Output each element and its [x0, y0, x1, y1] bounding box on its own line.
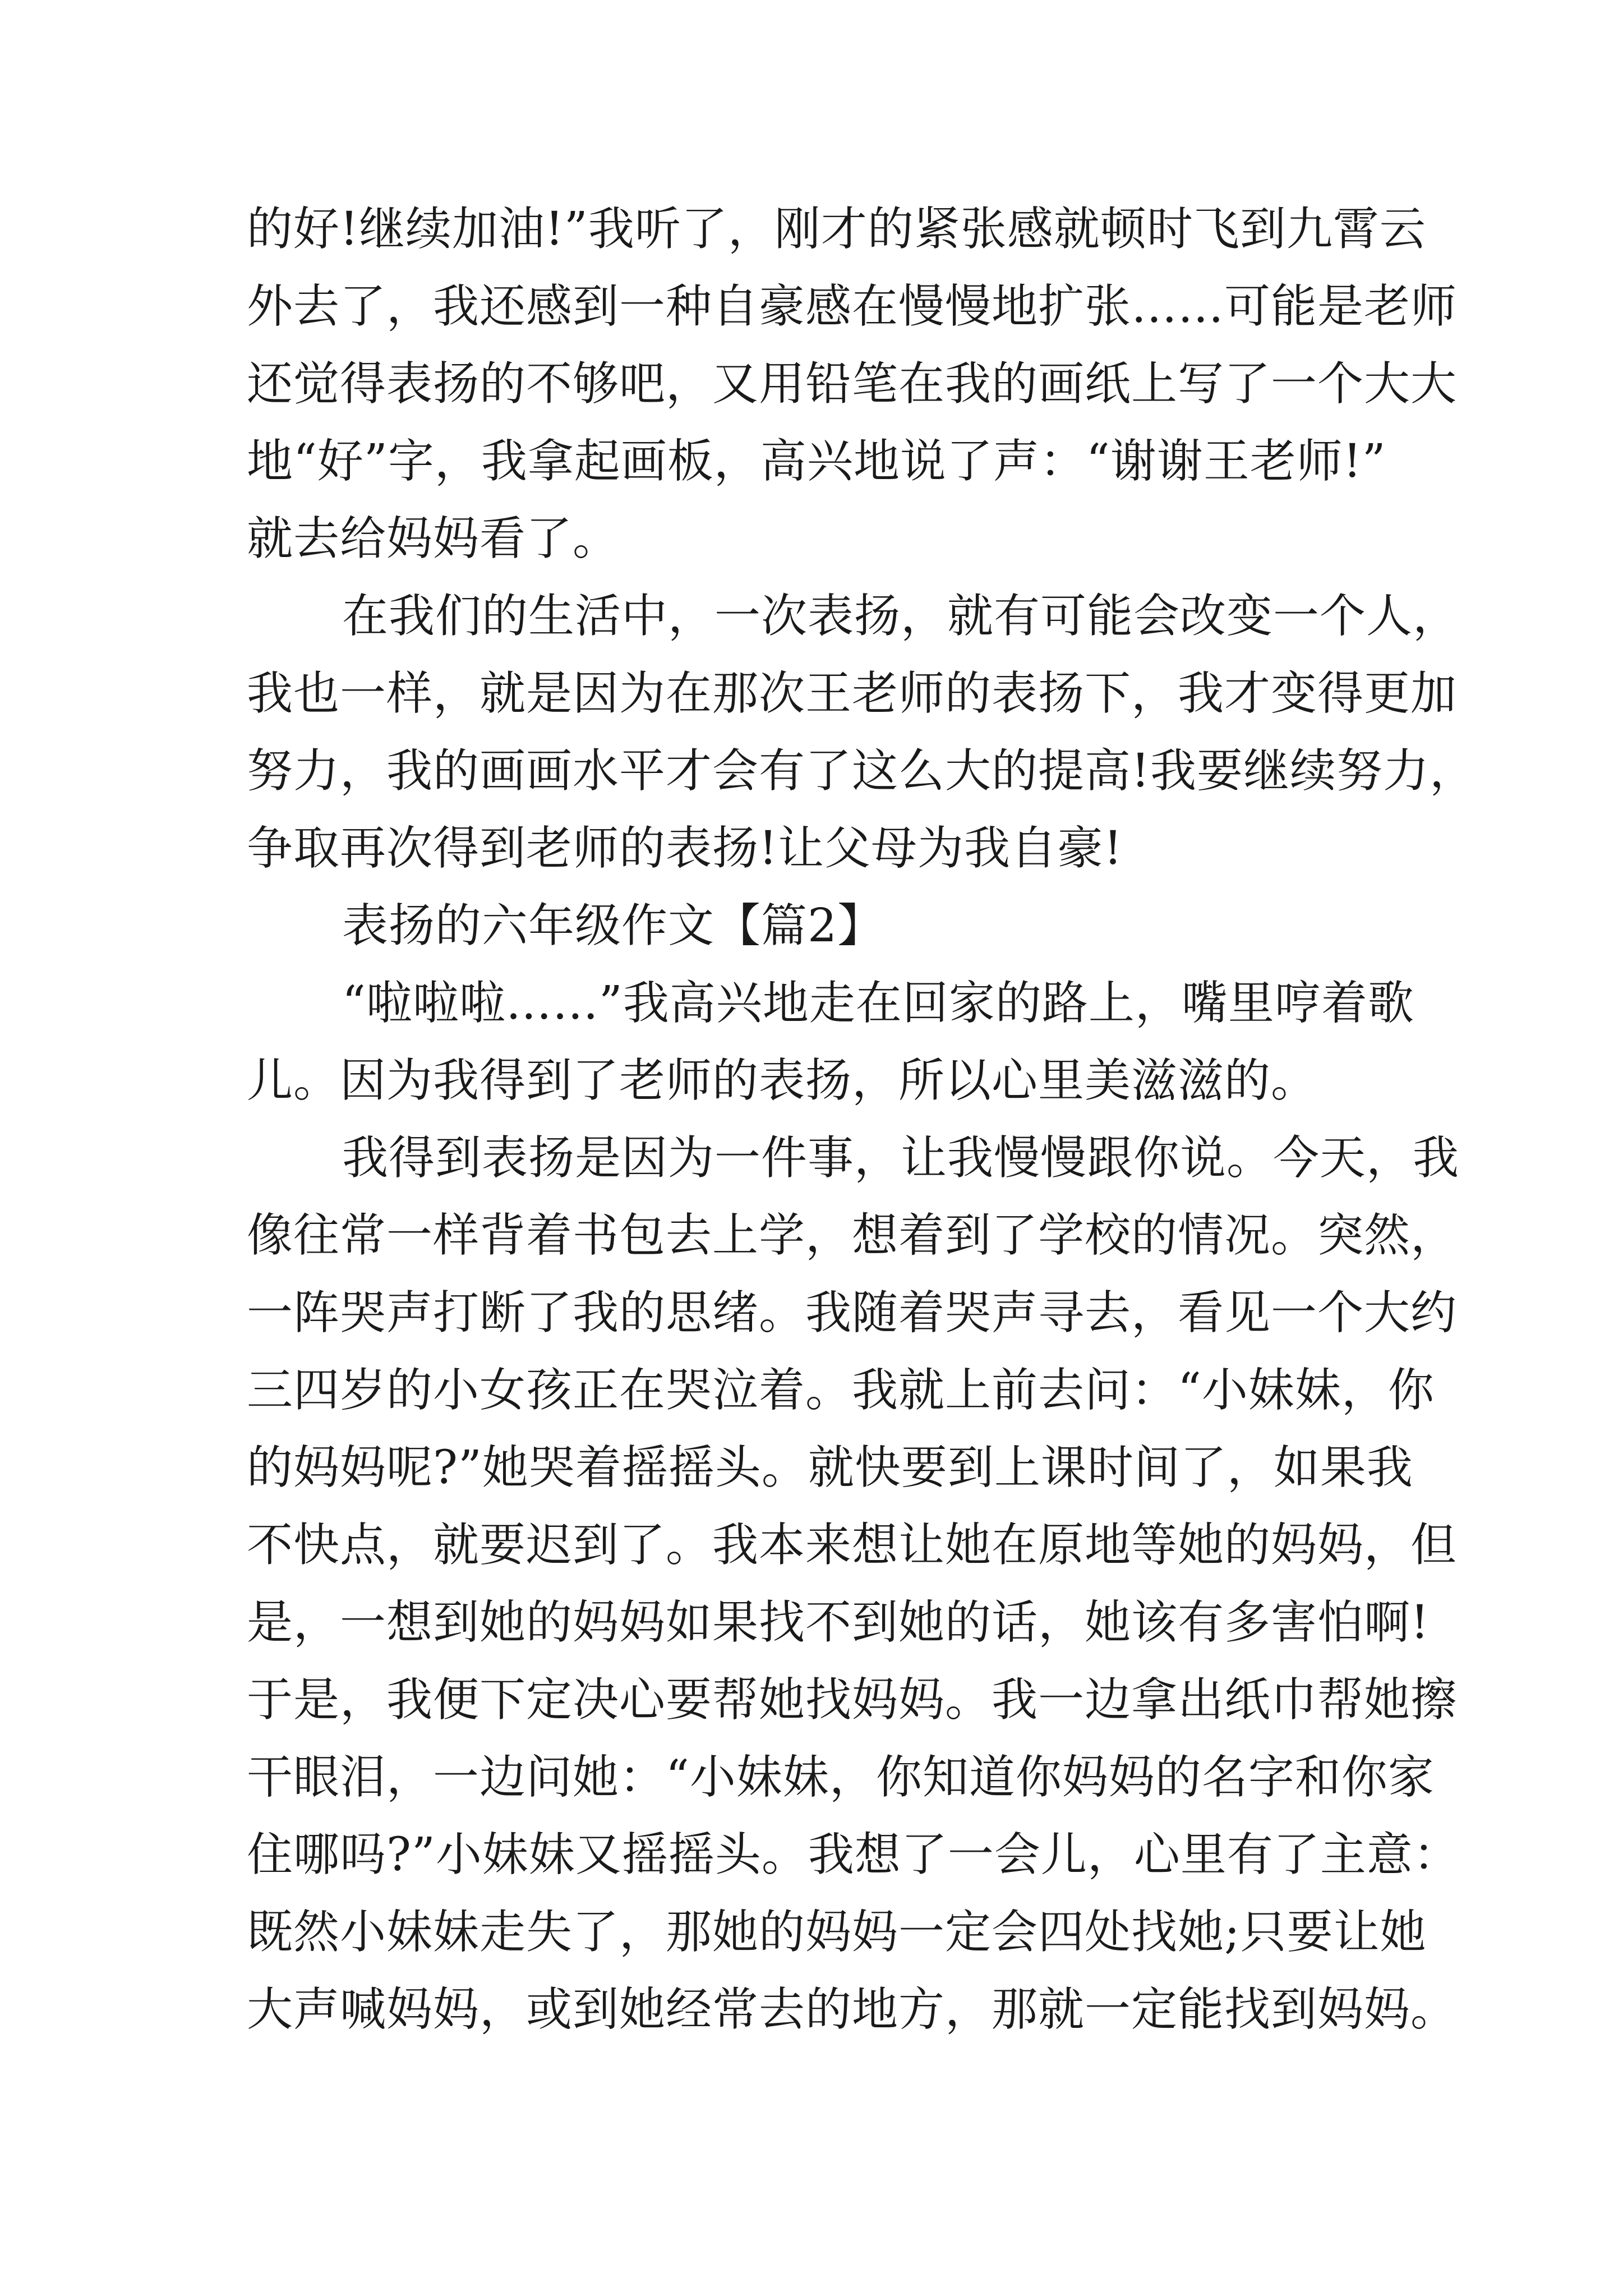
text-line: 还觉得表扬的不够吧，又用铅笔在我的画纸上写了一个大大 — [247, 357, 1458, 411]
text-line: 儿。因为我得到了老师的表扬，所以心里美滋滋的。 — [247, 1054, 1318, 1107]
text-line: 像往常一样背着书包去上学，想着到了学校的情况。突然， — [247, 1209, 1458, 1262]
text-line: 的妈妈呢?”她哭着摇摇头。就快要到上课时间了，如果我 — [247, 1441, 1413, 1494]
text-line: 干眼泪，一边问她：“小妹妹，你知道你妈妈的名字和你家 — [247, 1751, 1435, 1804]
text-line: 在我们的生活中，一次表扬，就有可能会改变一个人， — [342, 590, 1460, 643]
text-line: 大声喊妈妈，或到她经常去的地方，那就一定能找到妈妈。 — [247, 1983, 1458, 2036]
text-line: 就去给妈妈看了。 — [247, 512, 620, 565]
text-line: 我得到表扬是因为一件事，让我慢慢跟你说。今天，我 — [342, 1131, 1460, 1185]
text-line: 是，一想到她的妈妈如果找不到她的话，她该有多害怕啊! — [247, 1596, 1430, 1649]
text-line: 争取再次得到老师的表扬!让父母为我自豪! — [247, 822, 1123, 875]
section-heading: 表扬的六年级作文【篇2】 — [342, 899, 884, 953]
text-line: 努力，我的画画水平才会有了这么大的提高!我要继续努力， — [247, 744, 1476, 798]
text-line: 外去了，我还感到一种自豪感在慢慢地扩张……可能是老师 — [247, 280, 1458, 333]
text-line: “啦啦啦……”我高兴地走在回家的路上，嘴里哼着歌 — [342, 977, 1414, 1030]
text-line: 于是，我便下定决心要帮她找妈妈。我一边拿出纸巾帮她擦 — [247, 1673, 1458, 1727]
text-line: 不快点，就要迟到了。我本来想让她在原地等她的妈妈，但 — [247, 1519, 1458, 1572]
text-line: 地“好”字，我拿起画板，高兴地说了声：“谢谢王老师!” — [247, 435, 1386, 488]
text-line: 三四岁的小女孩正在哭泣着。我就上前去问：“小妹妹，你 — [247, 1364, 1435, 1417]
text-line: 住哪吗?”小妹妹又摇摇头。我想了一会儿，心里有了主意： — [247, 1828, 1460, 1881]
text-line: 既然小妹妹走失了，那她的妈妈一定会四处找她;只要让她 — [247, 1906, 1427, 1959]
document-page — [247, 191, 1476, 2049]
text-line: 一阵哭声打断了我的思绪。我随着哭声寻去，看见一个大约 — [247, 1286, 1458, 1340]
text-line: 我也一样，就是因为在那次王老师的表扬下，我才变得更加 — [247, 667, 1458, 720]
text-line: 的好!继续加油!”我听了，刚才的紧张感就顿时飞到九霄云 — [247, 203, 1426, 256]
